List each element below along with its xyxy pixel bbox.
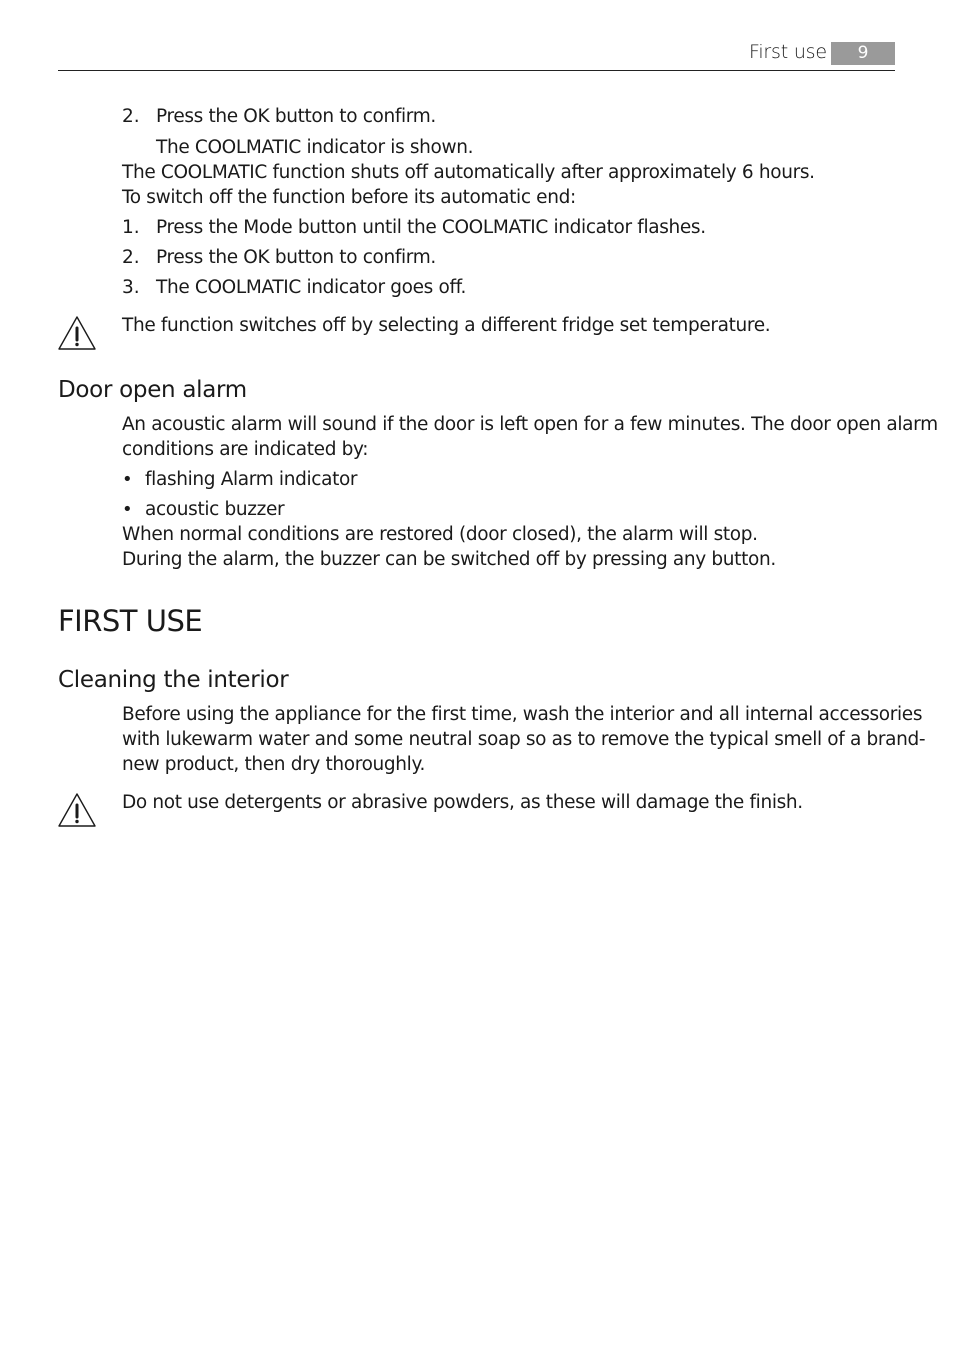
header-rule [58,70,895,71]
step-number: 2. [122,106,140,127]
section-heading: Door open alarm [58,377,247,403]
switch-off-intro: To switch off the function before its automatic end: [122,187,576,208]
bullet-item: flashing Alarm indicator [145,469,358,490]
step-number: 2. [122,247,140,268]
paragraph-line: conditions are indicated by: [122,439,369,460]
step-number: 3. [122,277,140,298]
warning-text: The function switches off by selecting a different fridge set temperature. [122,315,771,336]
header-section-title: First use [749,41,827,63]
step-number: 1. [122,217,140,238]
step-text: Press the Mode button until the COOLMATIC indicator flashes. [156,217,706,238]
paragraph-line: new product, then dry thoroughly. [122,754,425,775]
bullet-dot: • [122,499,133,520]
page-number-badge: 9 [831,42,895,65]
step-text: The COOLMATIC indicator goes off. [156,277,466,298]
bullet-item: acoustic buzzer [145,499,285,520]
bullet-dot: • [122,469,133,490]
step-text: Press the OK button to confirm. [156,106,436,127]
paragraph-line: During the alarm, the buzzer can be switched off by pressing any button. [122,549,776,570]
chapter-heading: FIRST USE [58,604,203,638]
warning-triangle-icon [57,315,97,351]
paragraph-line: An acoustic alarm will sound if the door is left open for a few minutes. The door open alarm [122,414,938,435]
section-heading: Cleaning the interior [58,667,289,693]
warning-text: Do not use detergents or abrasive powders, as these will damage the finish. [122,792,803,813]
auto-off-note: The COOLMATIC function shuts off automatically after approximately 6 hours. [122,162,815,183]
step-result: The COOLMATIC indicator is shown. [156,137,474,158]
paragraph-line: Before using the appliance for the first time, wash the interior and all internal accessories [122,704,923,725]
paragraph-line: with lukewarm water and some neutral soap so as to remove the typical smell of a brand- [122,729,926,750]
paragraph-line: When normal conditions are restored (door closed), the alarm will stop. [122,524,758,545]
step-text: Press the OK button to confirm. [156,247,436,268]
warning-triangle-icon [57,792,97,828]
